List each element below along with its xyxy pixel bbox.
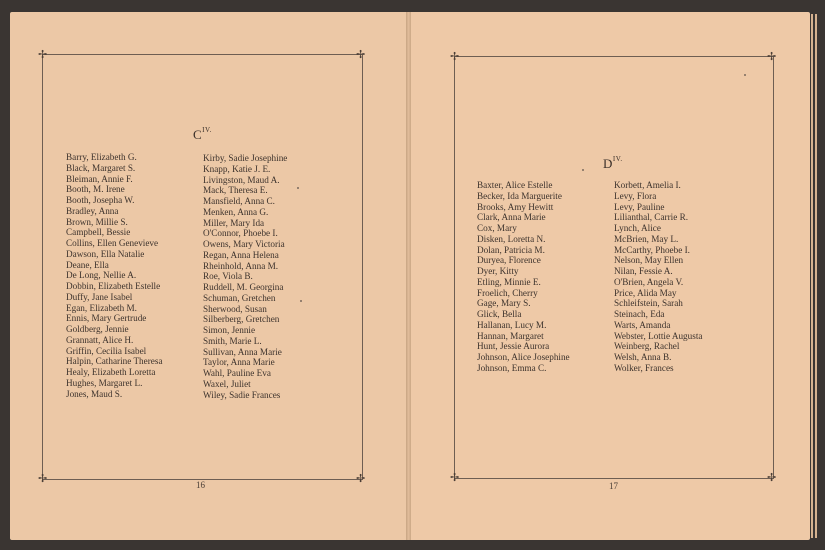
left-name-column-1	[66, 152, 163, 399]
name-entry: Schleifstein, Sarah	[614, 298, 683, 309]
right-name-column-1	[477, 180, 570, 374]
name-entry: Levy, Pauline	[614, 201, 665, 212]
right-name-column-2	[614, 180, 702, 374]
name-entry: Wahl, Pauline Eva	[203, 368, 271, 378]
class-heading-c4: $C^{IV.}$	[193, 126, 212, 142]
corner-ornament-icon: ✢	[38, 472, 48, 485]
paper-speck	[297, 187, 299, 189]
name-entry: Warts, Amanda	[614, 319, 671, 330]
name-entry: Livingston, Maud A.	[203, 174, 280, 185]
name-entry: Healy, Elizabeth Loretta	[66, 367, 156, 377]
name-entry: De Long, Nellie A.	[66, 270, 137, 281]
name-entry: Ennis, Mary Gertrude	[66, 313, 147, 324]
name-entry: Duryea, Florence	[477, 255, 541, 266]
name-entry: Booth, M. Irene	[66, 184, 125, 195]
name-entry: Price, Alida May	[614, 287, 677, 298]
name-entry: Waxel, Juliet	[203, 378, 251, 389]
name-entry: Wiley, Sadie Frances	[203, 389, 281, 400]
name-entry: Bradley, Anna	[66, 205, 119, 216]
name-entry: Rheinhold, Anna M.	[203, 260, 279, 271]
name-entry: Hannan, Margaret	[477, 330, 544, 341]
name-entry: Nilan, Fessie A.	[614, 266, 673, 276]
name-entry: Hunt, Jessie Aurora	[477, 341, 550, 352]
page-edge	[815, 14, 817, 538]
name-entry: Dawson, Ella Natalie	[66, 248, 145, 259]
name-entry: Knapp, Katie J. E.	[203, 163, 271, 174]
name-entry: McBrien, May L.	[614, 233, 679, 244]
name-entry: Schuman, Gretchen	[203, 292, 276, 303]
name-entry: Baxter, Alice Estelle	[477, 180, 553, 190]
name-entry: Weinberg, Rachel	[614, 341, 680, 352]
page-number: 17	[609, 481, 618, 491]
name-entry: Bleiman, Annie F.	[66, 173, 133, 184]
corner-ornament-icon: ✢	[356, 472, 366, 485]
corner-ornament-icon: ✢	[767, 50, 777, 63]
name-entry: Halpin, Catharine Theresa	[66, 356, 163, 367]
class-heading-d4: $D^{IV.}$	[603, 155, 623, 171]
name-entry: Egan, Elizabeth M.	[66, 302, 137, 313]
name-entry: Korbett, Amelia I.	[614, 180, 681, 190]
name-entry: Brown, Millie S.	[66, 216, 128, 227]
name-entry: Barry, Elizabeth G.	[66, 152, 137, 162]
name-entry: O'Connor, Phoebe I.	[203, 228, 278, 239]
paper-speck	[744, 74, 746, 76]
corner-ornament-icon: ✢	[450, 50, 460, 63]
name-entry: Black, Margaret S.	[66, 162, 136, 173]
name-entry: Regan, Anna Helena	[203, 249, 279, 260]
name-entry: Hughes, Margaret L.	[66, 377, 143, 388]
name-entry: Welsh, Anna B.	[614, 352, 672, 362]
name-entry: Deane, Ella	[66, 259, 109, 270]
name-entry: Duffy, Jane Isabel	[66, 291, 133, 302]
name-entry: O'Brien, Angela V.	[614, 276, 684, 287]
name-entry: Brooks, Amy Hewitt	[477, 201, 554, 212]
name-entry: Smith, Marie L.	[203, 335, 262, 346]
name-entry: Kirby, Sadie Josephine	[203, 153, 288, 163]
name-entry: Wolker, Frances	[614, 362, 674, 373]
name-entry: Simon, Jennie	[203, 325, 256, 335]
left-name-column-2	[203, 153, 287, 400]
name-entry: Etling, Minnie E.	[477, 276, 541, 287]
page-edge	[811, 14, 813, 538]
name-entry: Booth, Josepha W.	[66, 195, 135, 205]
corner-ornament-icon: ✢	[767, 471, 777, 484]
name-entry: Owens, Mary Victoria	[203, 239, 285, 249]
name-entry: Froelich, Cherry	[477, 287, 538, 298]
corner-ornament-icon: ✢	[38, 48, 48, 61]
name-entry: Glick, Bella	[477, 309, 522, 319]
name-entry: Griffin, Cecilia Isabel	[66, 345, 147, 356]
name-entry: Silberberg, Gretchen	[203, 314, 280, 325]
name-entry: Johnson, Alice Josephine	[477, 352, 570, 362]
name-entry: Cox, Mary	[477, 223, 517, 233]
name-entry: Webster, Lottie Augusta	[614, 330, 703, 341]
name-entry: Dyer, Kitty	[477, 266, 519, 276]
name-entry: Steinach, Eda	[614, 309, 665, 319]
name-entry: Roe, Viola B.	[203, 271, 253, 282]
name-entry: Grannatt, Alice H.	[66, 334, 134, 345]
name-entry: Collins, Ellen Genevieve	[66, 238, 159, 248]
name-entry: McCarthy, Phoebe I.	[614, 244, 690, 255]
paper-speck	[582, 169, 584, 171]
name-entry: Dolan, Patricia M.	[477, 244, 545, 255]
book-gutter	[406, 12, 411, 540]
name-entry: Sherwood, Susan	[203, 303, 267, 314]
name-entry: Menken, Anna G.	[203, 206, 269, 217]
name-entry: Lynch, Alice	[614, 223, 661, 233]
name-entry: Ruddell, M. Georgina	[203, 282, 284, 292]
name-entry: Taylor, Anna Marie	[203, 357, 275, 368]
name-entry: Goldberg, Jennie	[66, 324, 129, 334]
paper-speck	[300, 300, 302, 302]
name-entry: Clark, Anna Marie	[477, 212, 546, 223]
name-entry: Mack, Theresa E.	[203, 185, 268, 196]
name-entry: Sullivan, Anna Marie	[203, 346, 282, 357]
name-entry: Disken, Loretta N.	[477, 233, 546, 244]
name-entry: Dobbin, Elizabeth Estelle	[66, 281, 161, 291]
name-entry: Lilianthal, Carrie R.	[614, 212, 688, 223]
name-entry: Becker, Ida Marguerite	[477, 190, 562, 201]
name-entry: Hallanan, Lucy M.	[477, 319, 547, 330]
name-entry: Nelson, May Ellen	[614, 255, 684, 266]
name-entry: Mansfield, Anna C.	[203, 196, 275, 206]
name-entry: Jones, Maud S.	[66, 388, 123, 399]
name-entry: Johnson, Emma C.	[477, 362, 547, 373]
name-entry: Levy, Flora	[614, 190, 657, 201]
corner-ornament-icon: ✢	[450, 471, 460, 484]
name-entry: Miller, Mary Ida	[203, 217, 265, 228]
name-entry: Campbell, Bessie	[66, 227, 131, 238]
corner-ornament-icon: ✢	[356, 48, 366, 61]
page-number: 16	[196, 480, 205, 490]
name-entry: Gage, Mary S.	[477, 298, 531, 309]
